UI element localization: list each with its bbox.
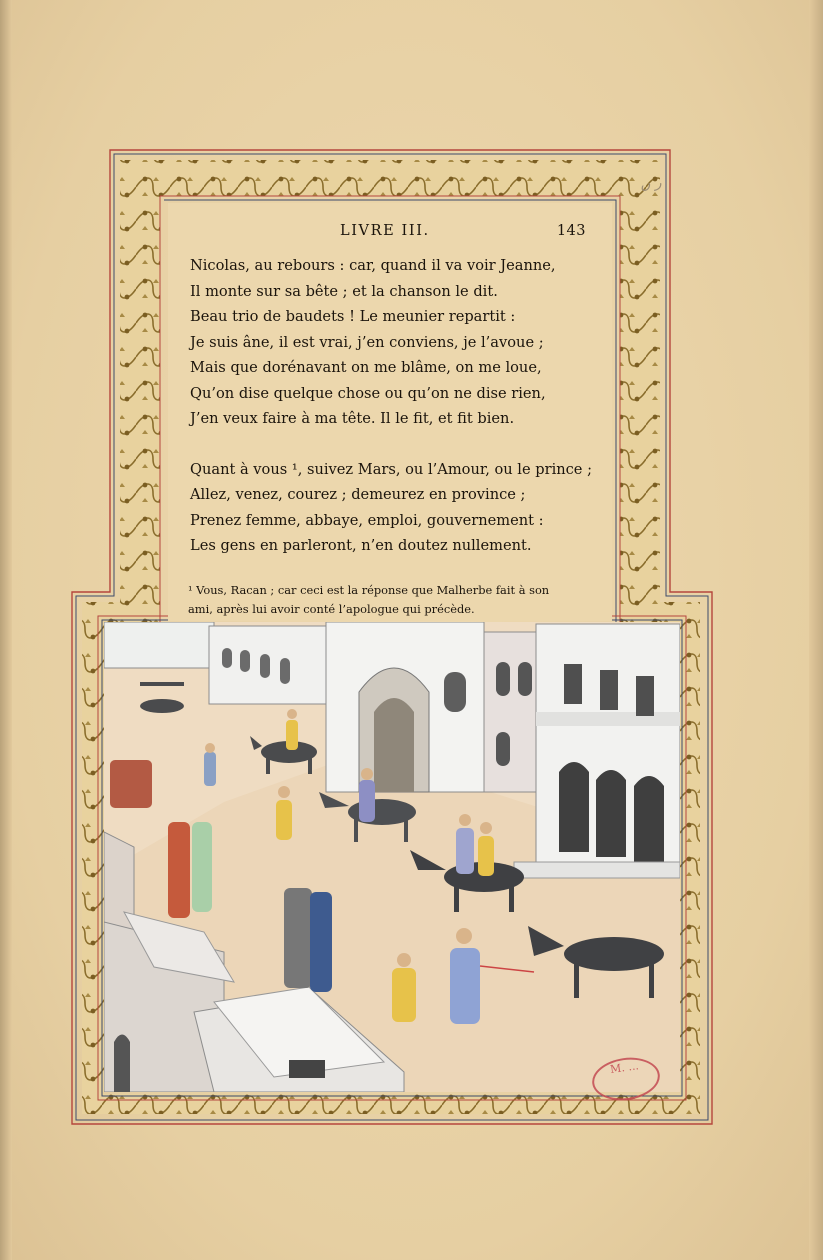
verse-line: Qu’on dise quelque chose ou qu’on ne dise rien, [190, 384, 546, 402]
footnote [188, 581, 598, 619]
building-right [514, 624, 680, 878]
verse-line: J’en veux faire à ma tête. Il le fit, et fit bien. [190, 410, 515, 427]
footnote-line: ami, après lui avoir conté l’apologue qui précède. [188, 602, 475, 616]
building-gateway [326, 622, 544, 792]
verse-line: Nicolas, au rebours : car, quand il va voir Jeanne, [190, 257, 556, 274]
verse-line: Les gens en parleront, n’en doutez nullement. [190, 537, 532, 554]
verse-line: Quant à vous ¹, suivez Mars, ou l’Amour, ou le prince ; [190, 460, 593, 478]
verse-line: Beau trio de baudets ! Le meunier repartit : [190, 308, 516, 325]
text-panel [168, 203, 612, 621]
pencil-annotation: ر ں [639, 174, 663, 194]
footnote-line: ¹ Vous, Racan ; car ceci est la réponse que Malherbe fait à son [188, 583, 550, 597]
verse-line: Il monte sur sa bête ; et la chanson le dit. [190, 282, 498, 300]
verse-line: Allez, venez, courez ; demeurez en province ; [190, 486, 526, 503]
verse-block [190, 253, 610, 559]
verse-line: Je suis âne, il est vrai, j’en conviens, je l’avoue ; [190, 333, 544, 351]
miniature-painting [104, 622, 680, 1092]
verse-line: Prenez femme, abbaye, emploi, gouvernement : [190, 511, 544, 529]
library-stamp: M. ... [589, 1053, 662, 1104]
page-number: 143 [556, 223, 586, 239]
chapter-title: LIVRE III. [340, 223, 430, 239]
verse-line: Mais que dorénavant on me blâme, on me loue, [190, 359, 542, 376]
stanza-break [190, 432, 610, 457]
